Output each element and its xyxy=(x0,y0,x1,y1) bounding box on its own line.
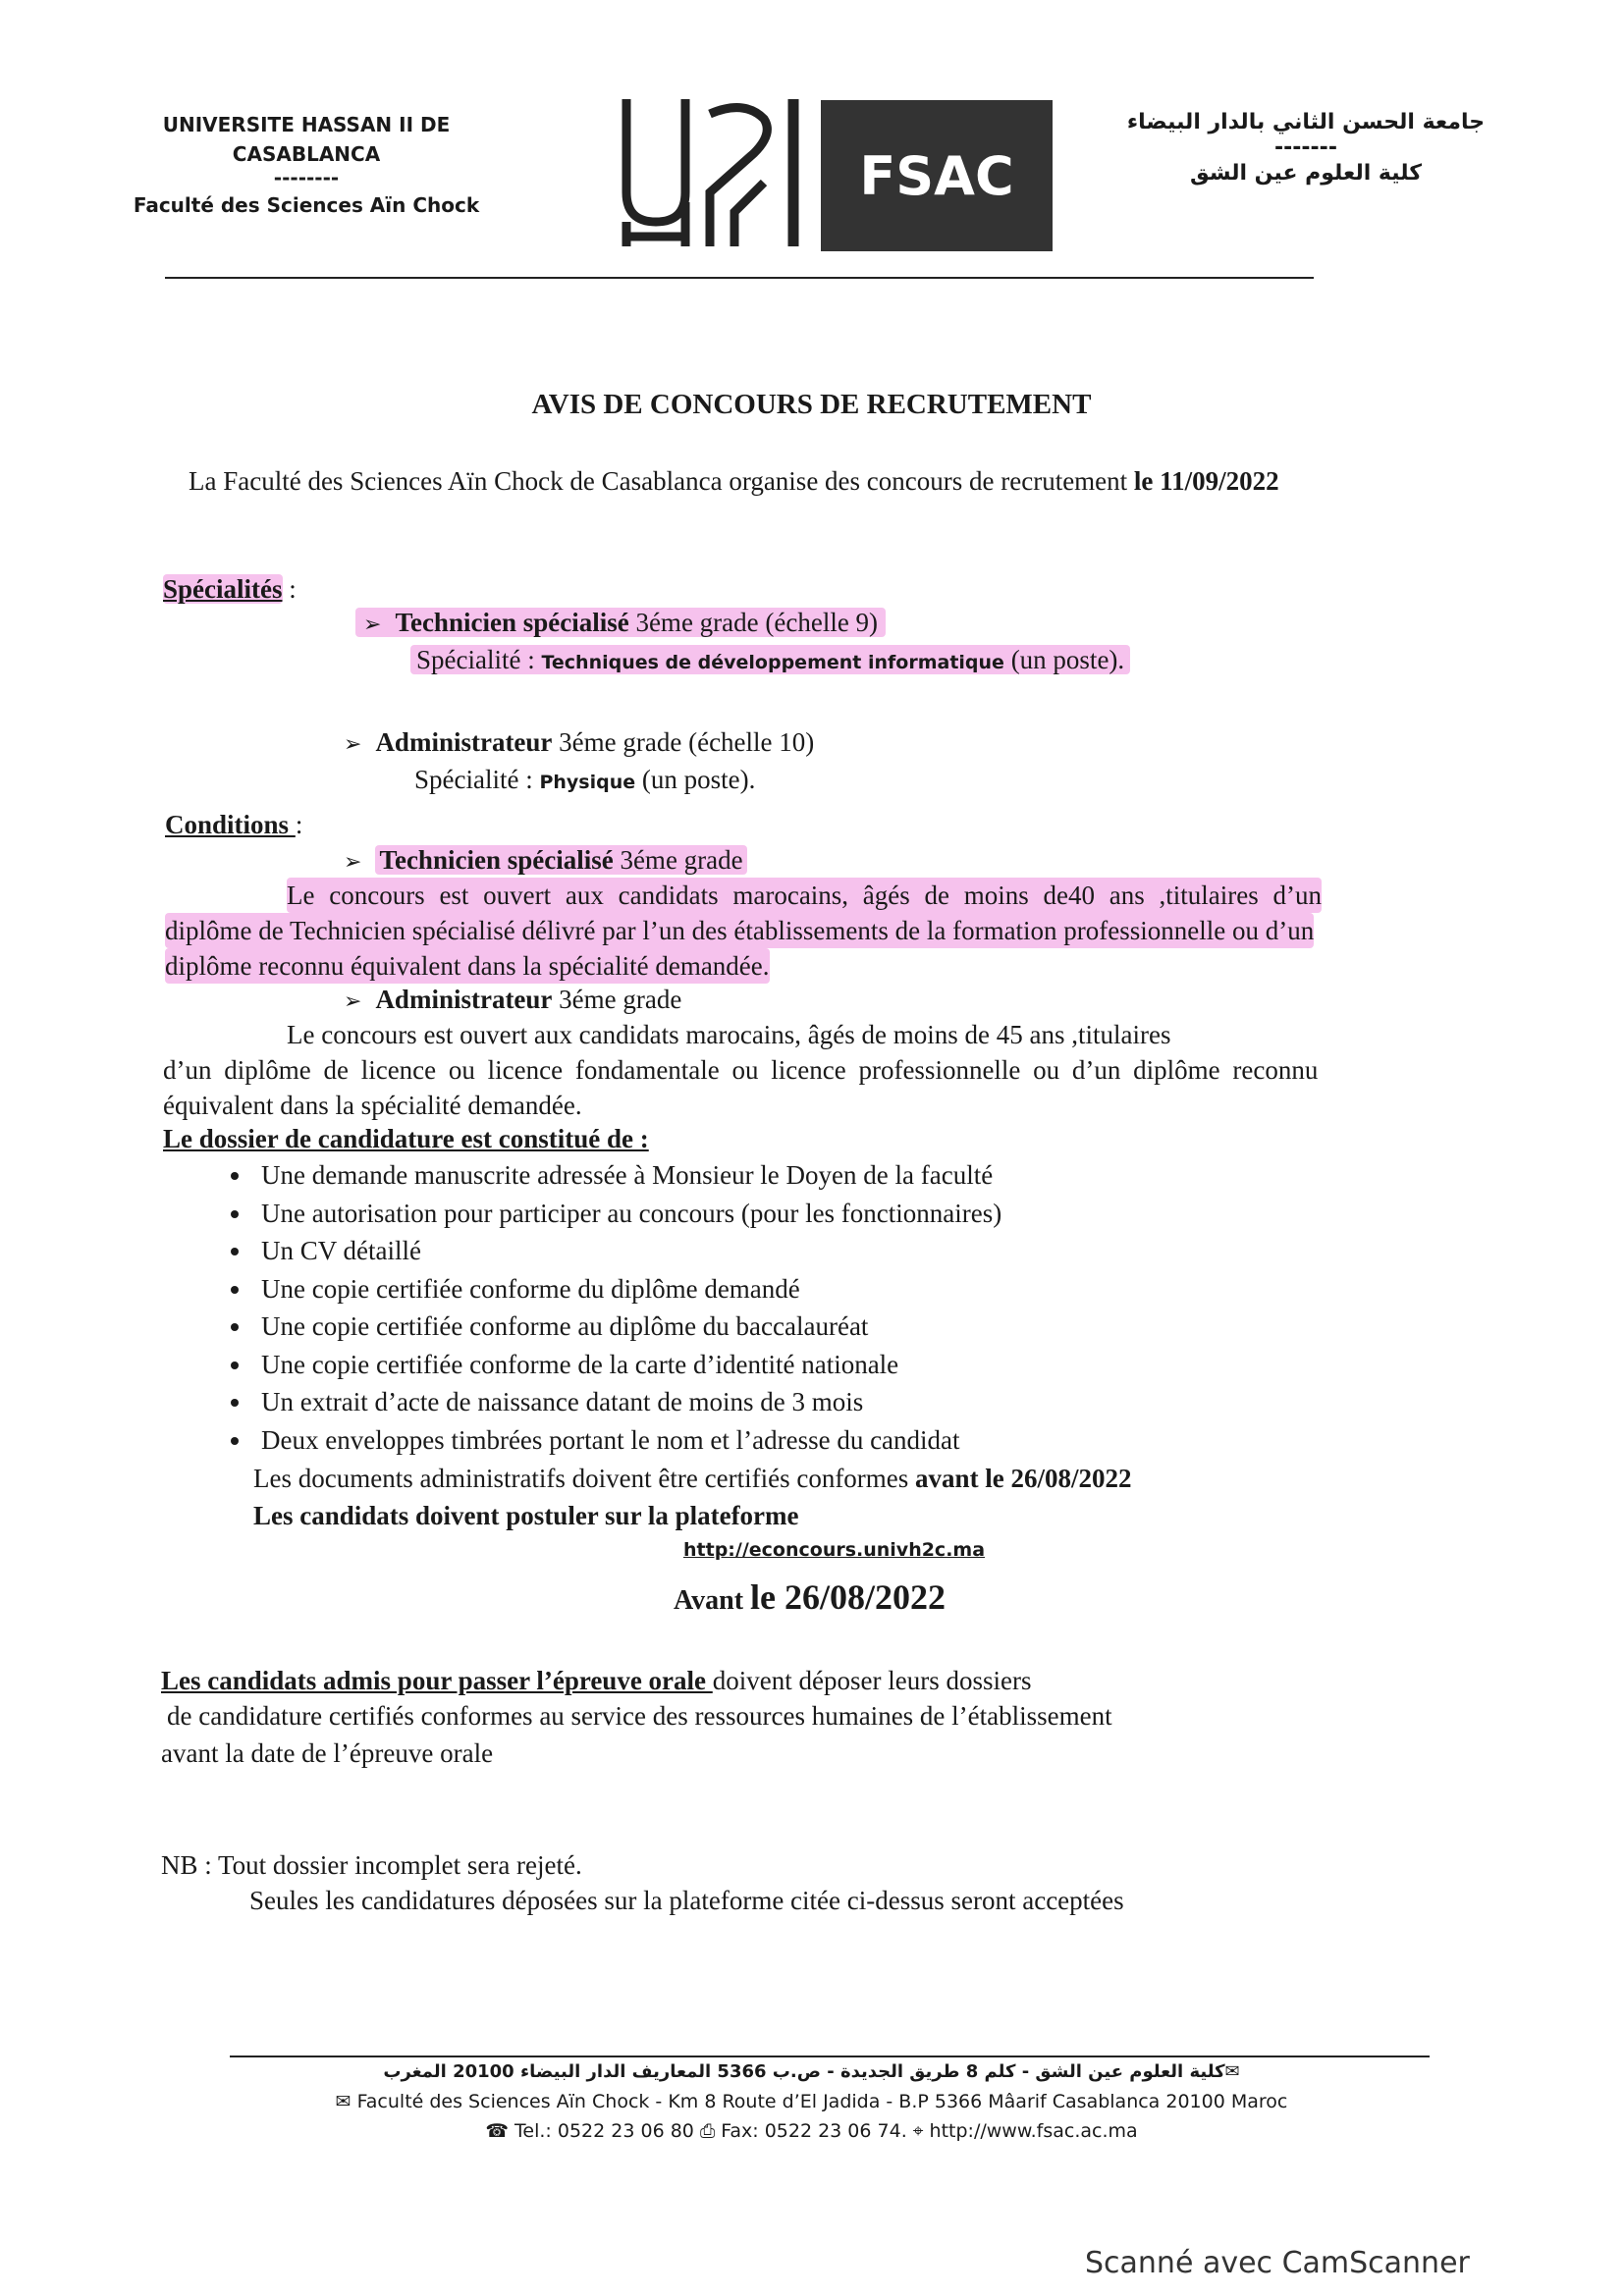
conditions-tech-highlight xyxy=(375,845,746,875)
list-item: • Deux enveloppes timbrées portant le nom et l’adresse du candidat xyxy=(253,1421,1001,1460)
footer-web[interactable]: http://www.fsac.ac.ma xyxy=(929,2120,1138,2142)
list-item: • Une demande manuscrite adressée à Monsieur le Doyen de la faculté xyxy=(253,1156,1001,1195)
list-item: • Un CV détaillé xyxy=(253,1232,1001,1270)
web-icon: ⌖ xyxy=(912,2120,930,2142)
list-item: • Une autorisation pour participer au concours (pour les fonctionnaires) xyxy=(253,1195,1001,1233)
specialites-heading xyxy=(163,571,297,607)
deadline-date: le 26/08/2022 xyxy=(750,1577,947,1617)
spec-admin-grade: 3éme grade (échelle 10) xyxy=(552,727,815,757)
econcours-link[interactable]: http://econcours.univh2c.ma xyxy=(683,1539,986,1561)
spec-technicien-value: Techniques de développement informatique xyxy=(541,652,1004,673)
spec-item-technicien xyxy=(355,605,886,643)
spec-technicien-grade: 3éme grade (échelle 9) xyxy=(628,608,879,637)
mail-icon: ✉ xyxy=(335,2091,357,2112)
intro-date: le 11/09/2022 xyxy=(1133,466,1279,496)
oral-line-1: doivent déposer leurs dossiers xyxy=(712,1666,1032,1695)
oral-paragraph xyxy=(161,1663,1031,1698)
list-item: • Une copie certifiée conforme du diplôme demandé xyxy=(253,1270,1001,1308)
spec-item-administrateur xyxy=(344,724,814,763)
spec-admin-value: Physique xyxy=(539,772,636,793)
footer-tel: Tel.: 0522 23 06 80 xyxy=(514,2120,694,2142)
conditions-admin-line-3: équivalent dans la spécialité demandée. xyxy=(163,1091,582,1120)
footer-address-text: Faculté des Sciences Aïn Chock - Km 8 Route d’El Jadida - B.P 5366 Mâarif Casablanca 20100 Maroc xyxy=(356,2091,1288,2112)
specialites-colon: : xyxy=(282,574,297,604)
conditions-tech-line-1: Le concours est ouvert aux candidats marocains, âgés de moins de40 ans ,titulaires d’un xyxy=(287,878,1322,913)
intro-text: La Faculté des Sciences Aïn Chock de Casablanca organise des concours de recrutement xyxy=(189,466,1134,496)
dossier-list xyxy=(206,1156,1001,1459)
deadline-label: Avant xyxy=(674,1585,751,1616)
footer-address xyxy=(0,2091,1623,2112)
header-right xyxy=(1100,106,1512,190)
docs-note-date: avant le 26/08/2022 xyxy=(915,1464,1132,1493)
arrow-icon: ➢ xyxy=(344,989,362,1014)
fax-icon: ⎙ xyxy=(699,2120,722,2142)
spec-admin-specialite xyxy=(414,762,755,800)
footer-contacts xyxy=(0,2120,1623,2142)
spec-admin-poste: (un poste). xyxy=(635,765,756,794)
conditions-heading xyxy=(165,807,302,842)
docs-note xyxy=(253,1461,1132,1496)
docs-note-text: Les documents administratifs doivent être certifiés conformes xyxy=(253,1464,916,1493)
intro-paragraph xyxy=(189,463,1279,499)
fsac-logo-text: FSAC xyxy=(859,144,1014,207)
faculty-name-fr: Faculté des Sciences Aïn Chock xyxy=(133,193,480,217)
camscanner-watermark: Scanné avec CamScanner xyxy=(1085,2246,1470,2280)
spec-label: Spécialité : xyxy=(414,765,540,794)
university-name-fr: UNIVERSITE HASSAN II DE CASABLANCA xyxy=(162,113,451,166)
deadline xyxy=(674,1576,946,1618)
header-divider xyxy=(165,277,1314,279)
page-title: AVIS DE CONCOURS DE RECRUTEMENT xyxy=(531,389,1092,420)
conditions-admin-line-1: Le concours est ouvert aux candidats marocains, âgés de moins de 45 ans ,titulaires xyxy=(287,1020,1171,1049)
spec-technicien-title: Technicien spécialisé xyxy=(395,608,629,637)
header-left xyxy=(90,110,522,220)
spec-label: Spécialité : xyxy=(416,645,542,674)
conditions-tech-name: Technicien spécialisé xyxy=(379,845,614,875)
oral-line-2: de candidature certifiés conformes au service des ressources humaines de l’établissement xyxy=(167,1701,1112,1731)
conditions-admin-line-2: d’un diplôme de licence ou licence fondamentale ou licence professionnelle ou d’un diplôme reconnu xyxy=(163,1055,1319,1085)
oral-line-3: avant la date de l’épreuve orale xyxy=(161,1738,494,1768)
nb-line-1: NB : Tout dossier incomplet sera rejeté. xyxy=(161,1850,582,1880)
university-name-ar: جامعة الحسن الثاني بالدار البيضاء xyxy=(1126,110,1486,134)
footer-fax: Fax: 0522 23 06 74. xyxy=(721,2120,907,2142)
spec-technicien-poste: (un poste). xyxy=(1003,645,1125,674)
specialites-label: Spécialités xyxy=(163,574,283,604)
conditions-admin-name: Administrateur xyxy=(375,985,553,1014)
spec-technicien-spec-line xyxy=(410,645,1130,674)
list-item: • Une copie certifiée conforme au diplôme du baccalauréat xyxy=(253,1308,1001,1346)
dossier-heading: Le dossier de candidature est constitué de : xyxy=(163,1124,649,1153)
uh2c-logo xyxy=(617,94,823,256)
footer-arabic xyxy=(0,2061,1623,2082)
phone-icon: ☎ xyxy=(485,2120,515,2142)
header-dashes: -------- xyxy=(273,166,340,189)
conditions-technicien-title xyxy=(344,842,747,881)
conditions-admin-grade: 3éme grade xyxy=(552,985,682,1014)
list-item: • Un extrait d’acte de naissance datant de moins de 3 mois xyxy=(253,1383,1001,1421)
conditions-tech-line-2: diplôme de Technicien spécialisé délivré par l’un des établissements de la formation professionnelle ou d’un xyxy=(165,913,1314,948)
spec-technicien-specialite xyxy=(410,642,1130,680)
arrow-icon: ➢ xyxy=(363,613,382,637)
list-item: • Une copie certifiée conforme de la carte d’identité nationale xyxy=(253,1346,1001,1384)
nb-line-2: Seules les candidatures déposées sur la plateforme citée ci-dessus seront acceptées xyxy=(249,1886,1124,1915)
conditions-colon: : xyxy=(295,810,303,839)
footer-arabic-text: كلية العلوم عين الشق - كلم 8 طريق الجديدة - ص.ب 5366 المعاريف الدار البيضاء 20100 المغرب xyxy=(383,2061,1225,2082)
mail-icon: ✉ xyxy=(1224,2061,1240,2082)
header-dashes-ar: ------- xyxy=(1274,135,1337,160)
conditions-admin-title xyxy=(344,982,681,1020)
faculty-name-ar: كلية العلوم عين الشق xyxy=(1189,161,1423,186)
spec-admin-title: Administrateur xyxy=(375,727,553,757)
oral-heading: Les candidats admis pour passer l’épreuve orale xyxy=(161,1666,713,1695)
conditions-label: Conditions xyxy=(165,810,296,839)
spec-technicien-line xyxy=(355,608,886,637)
arrow-icon: ➢ xyxy=(344,732,362,757)
uh2c-logo-icon xyxy=(617,94,823,251)
fsac-logo-box xyxy=(821,100,1053,251)
postuler-text: Les candidats doivent postuler sur la plateforme xyxy=(253,1501,799,1530)
arrow-icon: ➢ xyxy=(344,850,362,875)
conditions-tech-grade: 3éme grade xyxy=(613,845,743,875)
footer-divider xyxy=(230,2056,1430,2057)
conditions-tech-line-3: diplôme reconnu équivalent dans la spécialité demandée. xyxy=(165,948,770,984)
